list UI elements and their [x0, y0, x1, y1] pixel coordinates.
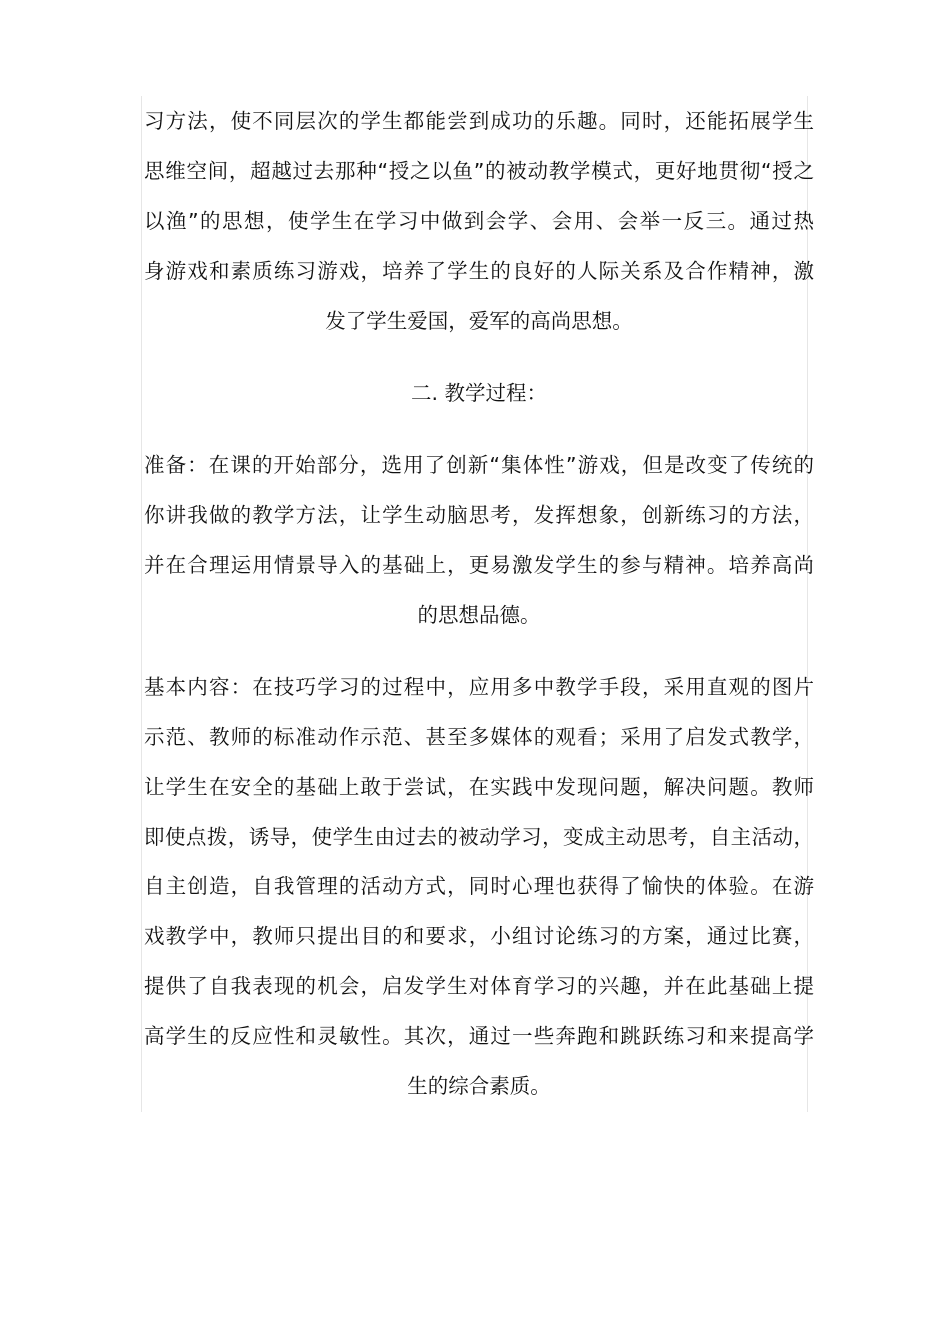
- paragraph-4-line-4: 即使点拨，诱导，使学生由过去的被动学习，变成主动思考，自主活动，: [144, 825, 814, 849]
- paragraph-4-line-8: 高学生的反应性和灵敏性。其次，通过一些奔跑和跳跃练习和来提高学: [144, 1024, 814, 1048]
- paragraph-4-line-2: 示范、教师的标准动作示范、甚至多媒体的观看；采用了启发式教学，: [144, 725, 814, 749]
- paragraph-3-line-3: 并在合理运用情景导入的基础上，更易激发学生的参与精神。培养高尚: [144, 553, 814, 577]
- paragraph-4-line-1: 基本内容：在技巧学习的过程中，应用多中教学手段，采用直观的图片: [144, 675, 814, 699]
- section-heading: 二. 教学过程：: [410, 381, 548, 405]
- paragraph-4-line-3: 让学生在安全的基础上敢于尝试，在实践中发现问题，解决问题。教师: [144, 775, 814, 799]
- paragraph-3-line-2: 你讲我做的教学方法，让学生动脑思考，发挥想象，创新练习的方法，: [144, 503, 814, 527]
- paragraph-3-line-4: 的思想品德。: [417, 603, 541, 627]
- paragraph-1-line-5: 发了学生爱国，爱军的高尚思想。: [325, 309, 633, 333]
- paragraph-3-line-1: 准备：在课的开始部分，选用了创新“集体性”游戏，但是改变了传统的: [144, 453, 814, 477]
- paragraph-1-line-2: 思维空间，超越过去那种“授之以鱼”的被动教学模式，更好地贯彻“授之: [144, 159, 814, 183]
- paragraph-4-line-7: 提供了自我表现的机会，启发学生对体育学习的兴趣，并在此基础上提: [144, 974, 814, 998]
- paragraph-4-line-6: 戏教学中，教师只提出目的和要求，小组讨论练习的方案，通过比赛，: [144, 924, 814, 948]
- paragraph-4-line-5: 自主创造，自我管理的活动方式，同时心理也获得了愉快的体验。在游: [144, 874, 814, 898]
- paragraph-1-line-3: 以渔”的思想，使学生在学习中做到会学、会用、会举一反三。通过热: [144, 209, 814, 233]
- paragraph-1-line-1: 习方法，使不同层次的学生都能尝到成功的乐趣。同时，还能拓展学生: [144, 109, 814, 133]
- paragraph-4-line-9: 生的综合素质。: [407, 1074, 551, 1098]
- paragraph-1-line-4: 身游戏和素质练习游戏，培养了学生的良好的人际关系及合作精神，激: [144, 259, 814, 283]
